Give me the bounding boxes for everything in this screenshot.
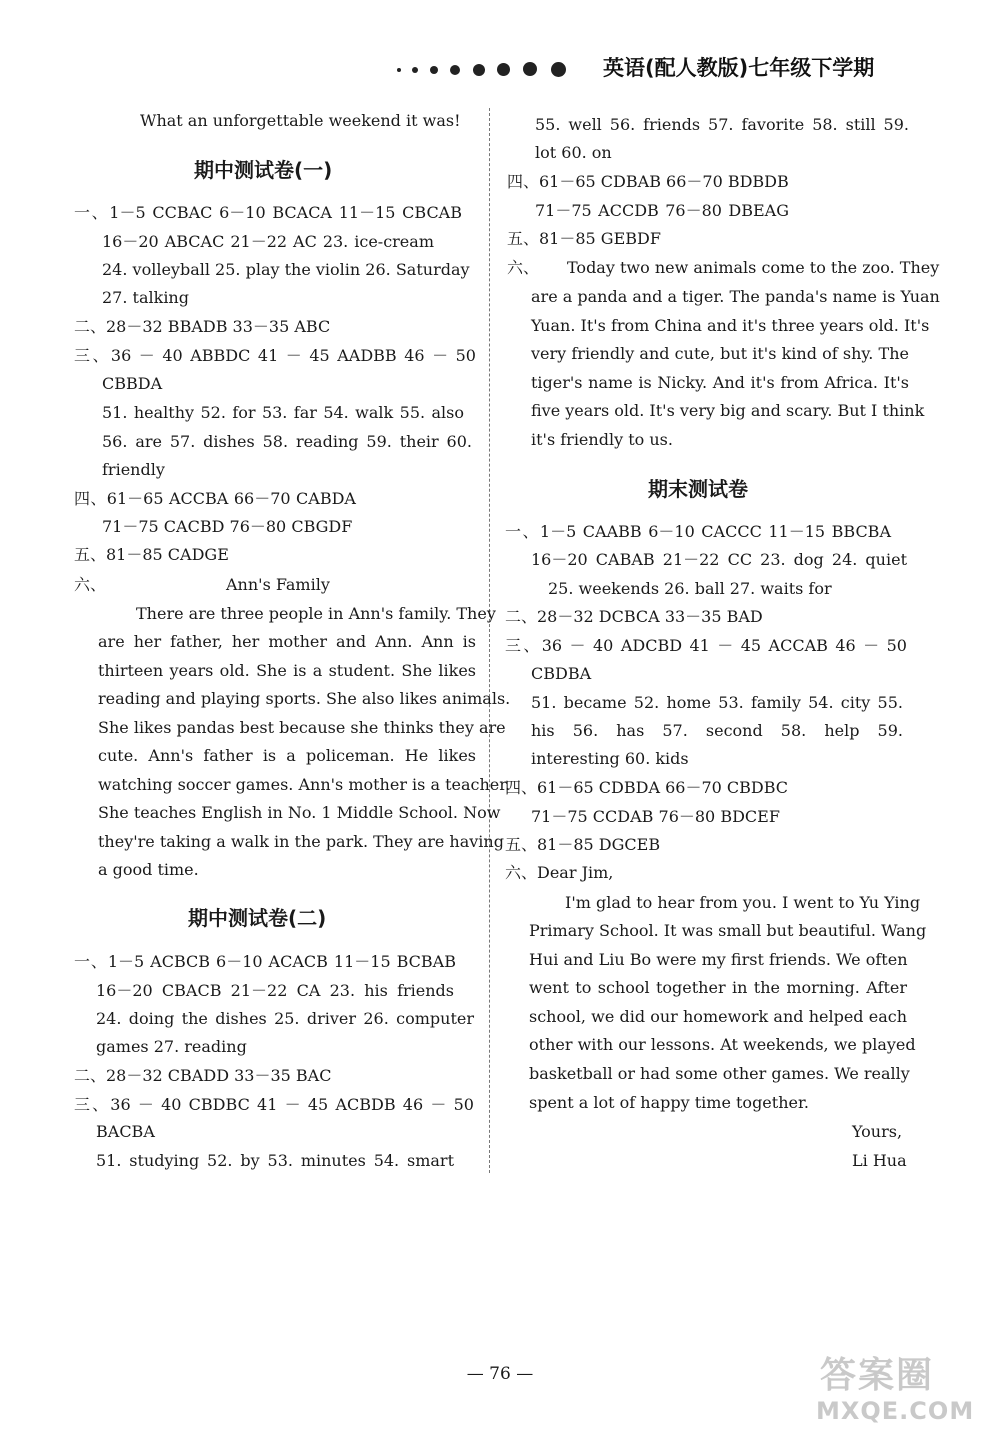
- answer-line: 四、61－65 CDBAB 66－70 BDBDB: [507, 172, 789, 191]
- book-title: 英语(配人教版)七年级下学期: [603, 56, 875, 80]
- essay-line: are her father, her mother and Ann. Ann is: [98, 632, 476, 651]
- answer-line: 24. doing the dishes 25. driver 26. computer: [96, 1009, 474, 1028]
- section-title-midterm-2: 期中测试卷(二): [188, 906, 327, 930]
- section-title-midterm-1: 期中测试卷(一): [194, 158, 333, 182]
- watermark-logo: [810, 1341, 975, 1431]
- essay-title: Ann's Family: [226, 575, 330, 594]
- answer-line: 27. talking: [102, 288, 189, 307]
- answer-line: 三、36 － 40 ABBDC 41 － 45 AADBB 46 － 50: [74, 346, 476, 365]
- letter-line: other with our lessons. At weekends, we played: [529, 1035, 916, 1054]
- essay-line: thirteen years old. She is a student. She likes: [98, 661, 476, 680]
- essay-line: it's friendly to us.: [531, 430, 673, 449]
- essay-line: She likes pandas best because she thinks they are: [98, 718, 506, 737]
- answer-line: 三、36 － 40 ADCBD 41 － 45 ACCAB 46 － 50: [505, 636, 907, 655]
- answer-line: 16－20 CABAB 21－22 CC 23. dog 24. quiet: [531, 550, 907, 569]
- answer-line: CBDBA: [531, 664, 592, 683]
- essay-line: Yuan. It's from China and it's three years old. It's: [531, 316, 930, 335]
- letter-line: I'm glad to hear from you. I went to Yu Ying: [565, 893, 921, 912]
- answer-line: 五、81－85 CADGE: [74, 545, 229, 564]
- answer-line: 五、81－85 DGCEB: [505, 835, 661, 854]
- page-number: — 76 —: [466, 1364, 534, 1384]
- letter-line: went to school together in the morning. After: [529, 978, 907, 997]
- essay-line: reading and playing sports. She also likes animals.: [98, 689, 511, 708]
- answer-line: 一、1－5 CAABB 6－10 CACCC 11－15 BBCBA: [505, 522, 891, 541]
- answer-line: 25. weekends 26. ball 27. waits for: [548, 579, 832, 598]
- section-title-final-exam: 期末测试卷: [648, 477, 748, 501]
- essay-line: they're taking a walk in the park. They are having: [98, 832, 504, 851]
- answer-line: CBBDA: [102, 374, 163, 393]
- answer-line: BACBA: [96, 1122, 155, 1141]
- column-divider: [489, 108, 490, 1173]
- answer-line: 二、28－32 BBADB 33－35 ABC: [74, 317, 331, 336]
- essay-line: Today two new animals come to the zoo. They: [567, 258, 940, 277]
- essay-line: a good time.: [98, 860, 199, 879]
- answer-line: 51. studying 52. by 53. minutes 54. smart: [96, 1151, 454, 1170]
- answer-line: interesting 60. kids: [531, 749, 689, 768]
- letter-line: Hui and Liu Bo were my first friends. We often: [529, 950, 908, 969]
- answer-line: 二、28－32 DCBCA 33－35 BAD: [505, 607, 763, 626]
- essay-closing-line: What an unforgettable weekend it was!: [140, 111, 461, 130]
- answer-line: 四、61－65 ACCBA 66－70 CABDA: [74, 489, 356, 508]
- answer-line: 71－75 CACBD 76－80 CBGDF: [102, 517, 353, 536]
- answer-line: 二、28－32 CBADD 33－35 BAC: [74, 1066, 332, 1085]
- letter-line: spent a lot of happy time together.: [529, 1093, 809, 1112]
- answer-line: 三、36 － 40 CBDBC 41 － 45 ACBDB 46 － 50: [74, 1095, 474, 1114]
- answer-line: 71－75 CCDAB 76－80 BDCEF: [531, 807, 780, 826]
- essay-line: very friendly and cute, but it's kind of shy. The: [531, 344, 909, 363]
- essay-line: tiger's name is Nicky. And it's from Africa. It's: [531, 373, 909, 392]
- watermark-en: MXQE.COM: [816, 1397, 975, 1425]
- essay-line: cute. Ann's father is a policeman. He likes: [98, 746, 476, 765]
- answer-line: 16－20 ABCAC 21－22 AC 23. ice-cream: [102, 232, 434, 251]
- answer-line: games 27. reading: [96, 1037, 247, 1056]
- essay-line: five years old. It's very big and scary. But I think: [531, 401, 925, 420]
- answer-line: 一、1－5 CCBAC 6－10 BCACA 11－15 CBCAB: [74, 203, 462, 222]
- answer-line: 56. are 57. dishes 58. reading 59. their 60.: [102, 432, 472, 451]
- answer-line: 五、81－85 GEBDF: [507, 229, 661, 248]
- letter-line: school, we did our homework and helped each: [529, 1007, 907, 1026]
- essay-line: are a panda and a tiger. The panda's name is Yuan: [531, 287, 940, 306]
- essay-line: watching soccer games. Ann's mother is a teacher.: [98, 775, 511, 794]
- letter-closing: Yours,: [852, 1122, 903, 1141]
- answer-line: 51. became 52. home 53. family 54. city 55.: [531, 693, 903, 712]
- letter-signature: Li Hua: [852, 1151, 907, 1170]
- answer-line: 24. volleyball 25. play the violin 26. Saturday: [102, 260, 470, 279]
- essay-line: There are three people in Ann's family. They: [136, 604, 496, 623]
- page-header: [395, 52, 905, 88]
- letter-line: Primary School. It was small but beautiful. Wang: [529, 921, 927, 940]
- letter-salutation: 六、Dear Jim,: [505, 863, 614, 882]
- essay-line: She teaches English in No. 1 Middle School. Now: [98, 803, 501, 822]
- answer-line: his 56. has 57. second 58. help 59.: [531, 721, 903, 740]
- answer-line: lot 60. on: [535, 143, 612, 162]
- answer-line: 四、61－65 CDBDA 66－70 CBDBC: [505, 778, 789, 797]
- answer-line: 一、1－5 ACBCB 6－10 ACACB 11－15 BCBAB: [74, 952, 456, 971]
- letter-line: basketball or had some other games. We really: [529, 1064, 910, 1083]
- answer-line: 55. well 56. friends 57. favorite 58. still 59.: [535, 115, 909, 134]
- answer-line: friendly: [102, 460, 165, 479]
- answer-line: 51. healthy 52. for 53. far 54. walk 55. also: [102, 403, 464, 422]
- watermark-cn: 答案圈: [820, 1355, 935, 1396]
- answer-line-label: 六、: [507, 258, 540, 277]
- answer-line-label: 六、: [74, 575, 107, 594]
- answer-line: 16－20 CBACB 21－22 CA 23. his friends: [96, 981, 454, 1000]
- answer-line: 71－75 ACCDB 76－80 DBEAG: [535, 201, 789, 220]
